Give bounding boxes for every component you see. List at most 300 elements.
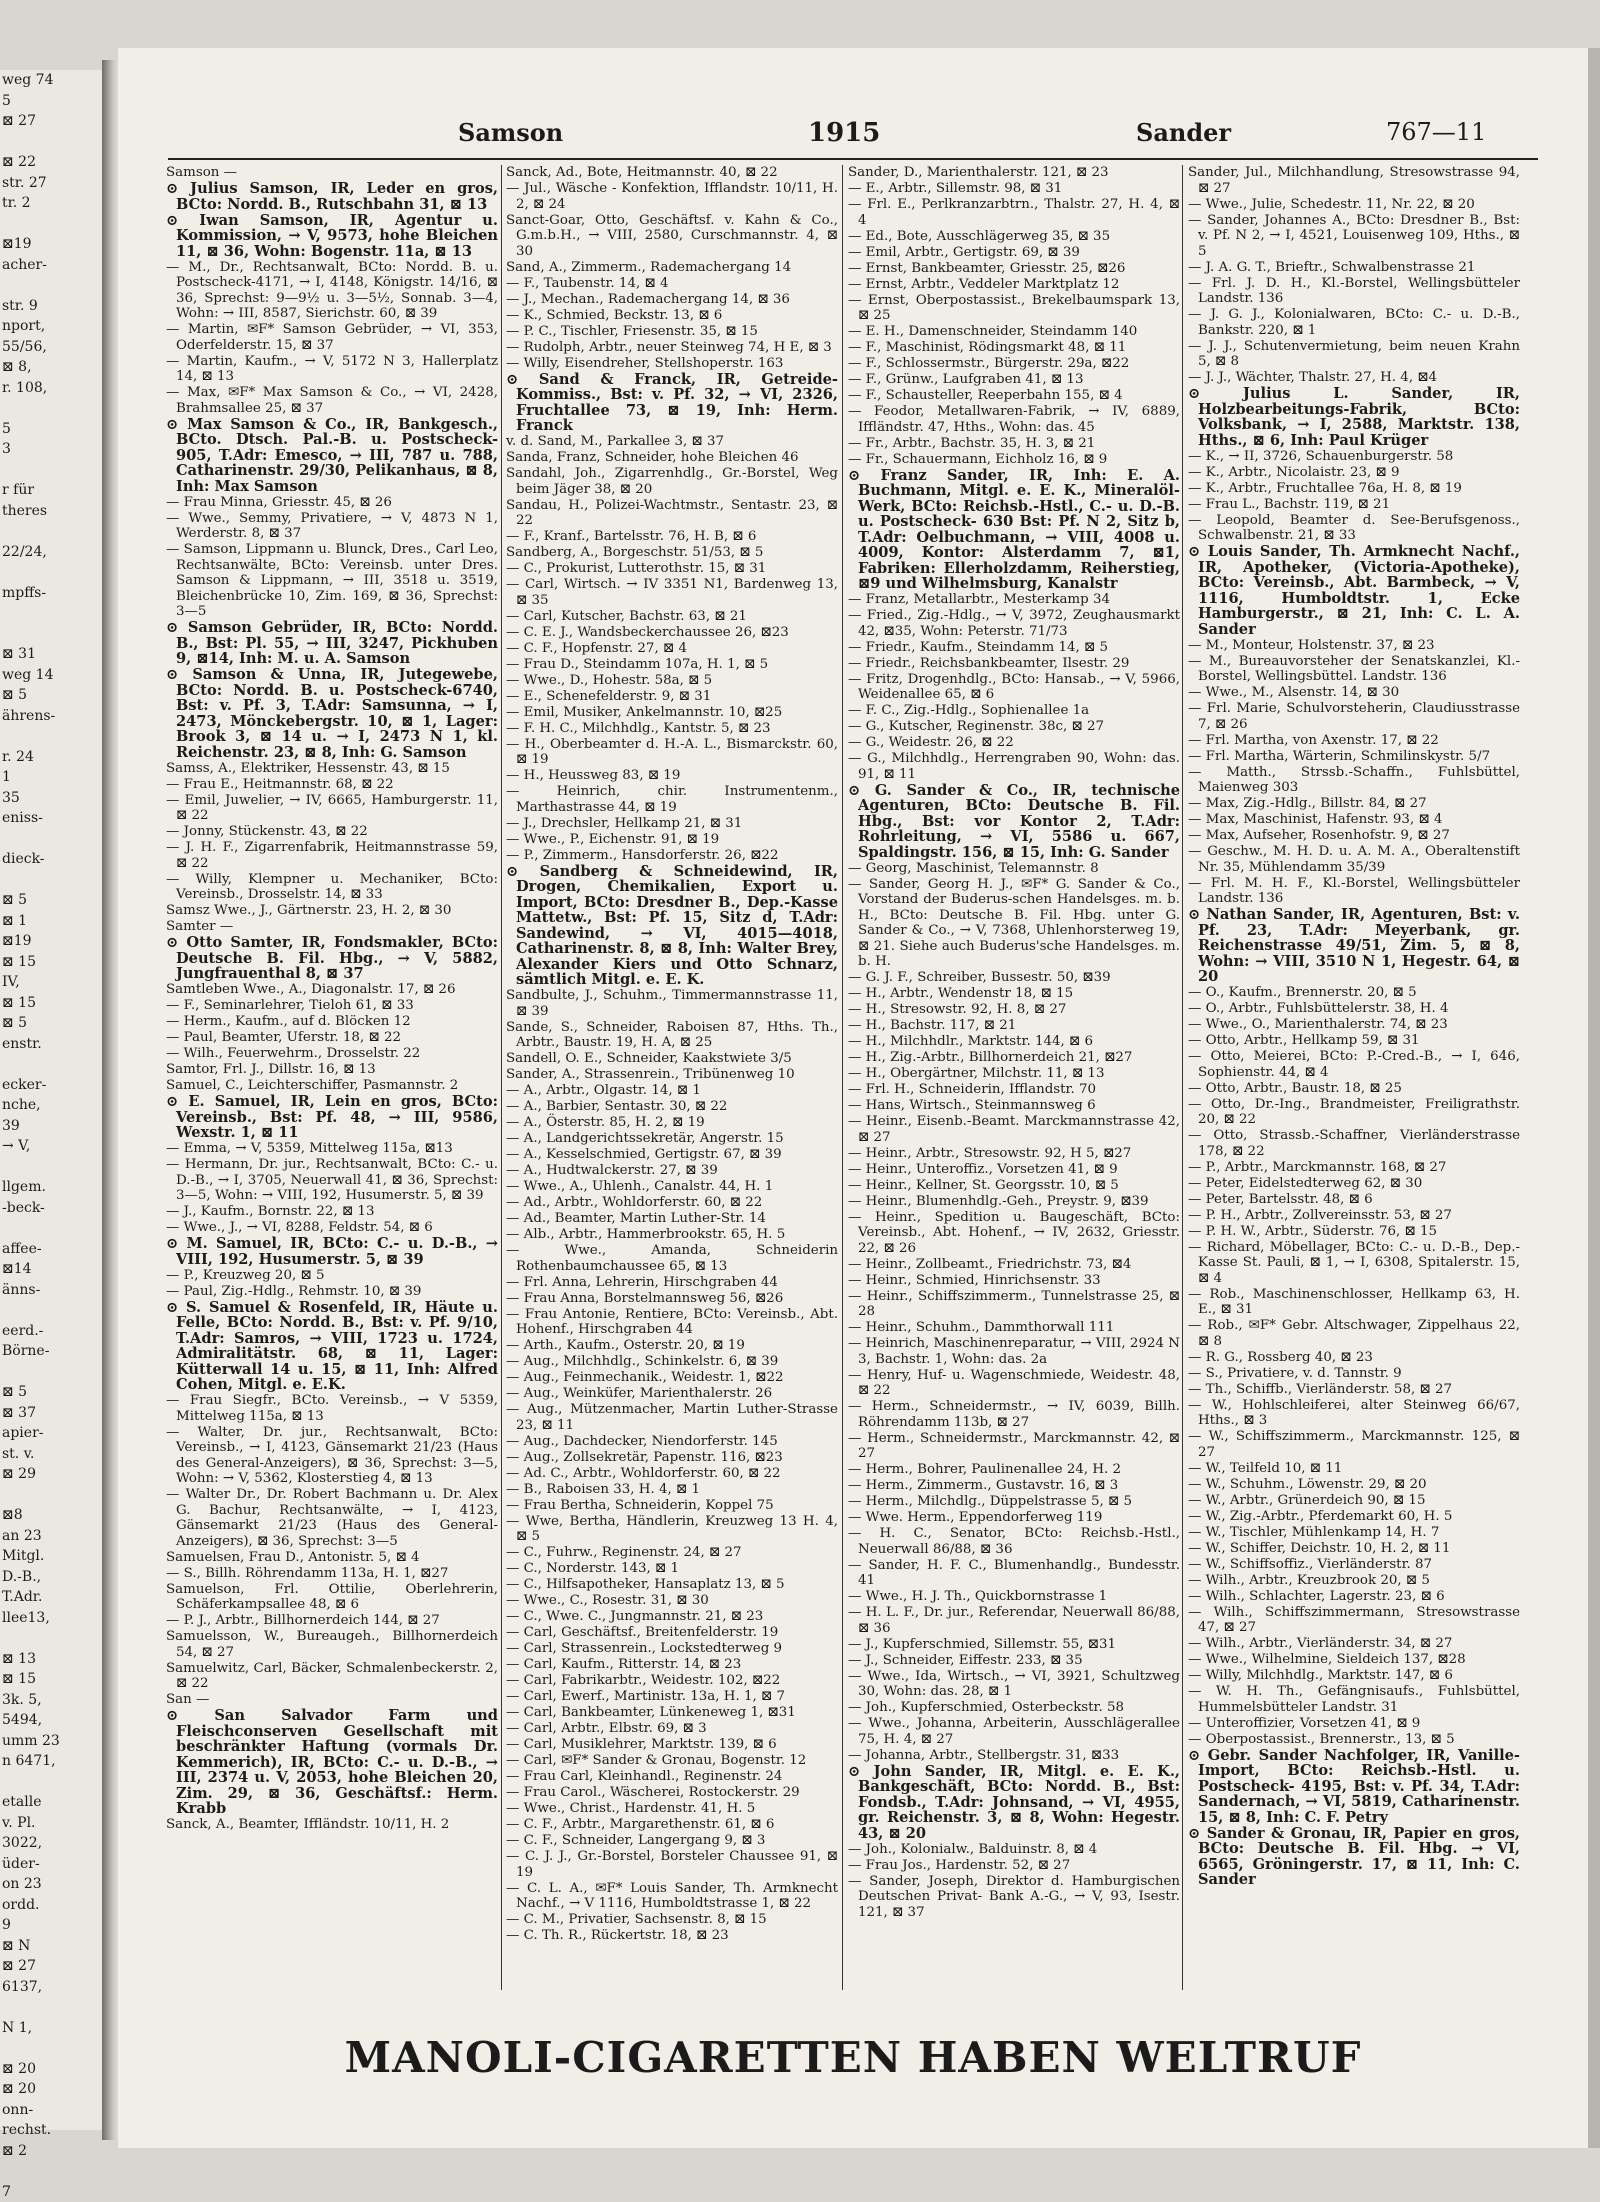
directory-entry: — Aug., Dachdecker, Niendorferstr. 145: [506, 1434, 838, 1450]
left-page-text-fragment: 5: [0, 419, 102, 440]
left-page-text-fragment: ⊠ 15: [0, 1669, 102, 1690]
left-page-text-fragment: [0, 624, 102, 645]
directory-entry: — G., Milchhdlg., Herrengraben 90, Wohn: das. 91, ⊠ 11: [848, 751, 1180, 782]
directory-entry: — M., Dr., Rechtsanwalt, BCto: Nordd. B. u. Postscheck-4171, → I, 4148, Königstr. 14/16, ⊠ 36, Sprechst: 9—9½ u. 3—5½, Sonnab. 3—4, Wohn: → III, 8587, Sierichstr. 60, ⊠ 39: [166, 260, 498, 322]
header-year: 1915: [808, 118, 880, 148]
left-page-text-fragment: ⊠ 31: [0, 644, 102, 665]
directory-entry: — P. H., Arbtr., Zollvereinsstr. 53, ⊠ 27: [1188, 1208, 1520, 1224]
directory-entry: — F. H. C., Milchhdlg., Kantstr. 5, ⊠ 23: [506, 721, 838, 737]
left-page-text-fragment: ⊠ 37: [0, 1403, 102, 1424]
directory-entry: — Otto, Meierei, BCto: P.-Cred.-B., → I, 646, Sophienstr. 44, ⊠ 4: [1188, 1049, 1520, 1080]
left-page-text-fragment: -beck-: [0, 1198, 102, 1219]
column-2: [506, 165, 838, 1990]
left-page-text-fragment: ⊠ 5: [0, 1013, 102, 1034]
directory-entry: — Wilh., Arbtr., Vierländerstr. 34, ⊠ 27: [1188, 1636, 1520, 1652]
directory-entry: — Carl, ✉F* Sander & Gronau, Bogenstr. 12: [506, 1753, 838, 1769]
left-page-text-fragment: 3022,: [0, 1833, 102, 1854]
directory-entry: — J. H. F., Zigarrenfabrik, Heitmannstrasse 59, ⊠ 22: [166, 840, 498, 871]
directory-entry: — Frau Carol., Wäscherei, Rostockerstr. 29: [506, 1785, 838, 1801]
left-page-text-fragment: nche,: [0, 1095, 102, 1116]
left-page-text-fragment: [0, 398, 102, 419]
directory-entry: Samuelson, Frl. Ottilie, Oberlehrerin, Schäferkampsallee 48, ⊠ 6: [166, 1582, 498, 1613]
directory-entry: — Max, Aufseher, Rosenhofstr. 9, ⊠ 27: [1188, 828, 1520, 844]
left-page-text-fragment: 7: [0, 2182, 102, 2202]
header-rule: [168, 158, 1538, 160]
left-page-text-fragment: 55/56,: [0, 337, 102, 358]
directory-entry: — Samson, Lippmann u. Blunck, Dres., Carl Leo, Rechtsanwälte, BCto: Vereinsb. unter Dres. Samson & Lippmann, → III, 3518 u. 3519, Bleichenbrücke 10, Zim. 169, ⊠ 36, Sprechst: 3—5: [166, 542, 498, 620]
left-page-text-fragment: änns-: [0, 1280, 102, 1301]
left-page-text-fragment: [0, 829, 102, 850]
left-page-text-fragment: onn-: [0, 2100, 102, 2121]
firm-entry: ⊙ S. Samuel & Rosenfeld, IR, Häute u. Felle, BCto: Nordd. B., Bst: v. Pf. 9/10, T.Adr: Samros, → VIII, 1723 u. 1724, Admiralitätstr. 68, ⊠ 11, Lager: Kütterwall 14 u. 15, ⊠ 11, Inh: Alfred Cohen, Mitgl. e. E.K.: [166, 1300, 498, 1393]
left-page-text-fragment: [0, 1218, 102, 1239]
directory-entry: — W., Schiffer, Deichstr. 10, H. 2, ⊠ 11: [1188, 1541, 1520, 1557]
directory-entry: — A., Landgerichtssekretär, Angerstr. 15: [506, 1131, 838, 1147]
directory-entry: — Wwe., Amanda, Schneiderin Rothenbaumchaussee 65, ⊠ 13: [506, 1243, 838, 1274]
left-page-text-fragment: umm 23: [0, 1731, 102, 1752]
left-page-text-fragment: [0, 521, 102, 542]
column-1: [166, 165, 498, 1990]
directory-entry: — H., Bachstr. 117, ⊠ 21: [848, 1018, 1180, 1034]
firm-entry: ⊙ Julius Samson, IR, Leder en gros, BCto: Nordd. B., Rutschbahn 31, ⊠ 13: [166, 181, 498, 212]
directory-entry: — Frl. Martha, Wärterin, Schmilinskystr. 5/7: [1188, 749, 1520, 765]
left-page-text-fragment: [0, 1300, 102, 1321]
directory-entry: — Wwe., O., Marienthalerstr. 74, ⊠ 23: [1188, 1017, 1520, 1033]
directory-entry: — Otto, Arbtr., Baustr. 18, ⊠ 25: [1188, 1081, 1520, 1097]
directory-entry: — Aug., Mützenmacher, Martin Luther-Strasse 23, ⊠ 11: [506, 1402, 838, 1433]
directory-entry: — Wilh., Feuerwehrm., Drosselstr. 22: [166, 1046, 498, 1062]
directory-entry: — Max, Maschinist, Hafenstr. 93, ⊠ 4: [1188, 812, 1520, 828]
directory-entry: — Wwe., Ida, Wirtsch., → VI, 3921, Schultzweg 30, Wohn: das. 28, ⊠ 1: [848, 1669, 1180, 1700]
directory-entry: — Ed., Bote, Ausschlägerweg 35, ⊠ 35: [848, 229, 1180, 245]
firm-entry: ⊙ E. Samuel, IR, Lein en gros, BCto: Vereinsb., Bst: Pf. 48, → III, 9586, Wexstr. 1, ⊠ 11: [166, 1094, 498, 1141]
directory-entry: — Wilh., Schiffszimmermann, Stresowstrasse 47, ⊠ 27: [1188, 1605, 1520, 1636]
directory-entry: — K., Schmied, Beckstr. 13, ⊠ 6: [506, 308, 838, 324]
left-page-text-fragment: r. 108,: [0, 378, 102, 399]
left-page-text-fragment: nport,: [0, 316, 102, 337]
directory-entry: — F., Grünw., Laufgraben 41, ⊠ 13: [848, 372, 1180, 388]
directory-entry: Sand, A., Zimmerm., Rademachergang 14: [506, 260, 838, 276]
directory-entry: — Otto, Arbtr., Hellkamp 59, ⊠ 31: [1188, 1033, 1520, 1049]
left-page-text-fragment: on 23: [0, 1874, 102, 1895]
directory-entry: — H., Stresowstr. 92, H. 8, ⊠ 27: [848, 1002, 1180, 1018]
directory-entry: — Hans, Wirtsch., Steinmannsweg 6: [848, 1098, 1180, 1114]
directory-entry: — Wwe., H. J. Th., Quickbornstrasse 1: [848, 1589, 1180, 1605]
directory-entry: — Otto, Strassb.-Schaffner, Vierländerstrasse 178, ⊠ 22: [1188, 1128, 1520, 1159]
left-page-text-fragment: ährens-: [0, 706, 102, 727]
directory-entry: Samtor, Frl. J., Dillstr. 16, ⊠ 13: [166, 1062, 498, 1078]
directory-entry: — Th., Schiffb., Vierländerstr. 58, ⊠ 27: [1188, 1382, 1520, 1398]
directory-entry: — C. F., Schneider, Langergang 9, ⊠ 3: [506, 1833, 838, 1849]
directory-entry: — Fritz, Drogenhdlg., BCto: Hansab., → V, 5966, Weidenallee 65, ⊠ 6: [848, 672, 1180, 703]
left-page-text-fragment: 6137,: [0, 1977, 102, 1998]
directory-entry: Sande, S., Schneider, Raboisen 87, Hths. Th., Arbtr., Baustr. 19, H. A, ⊠ 25: [506, 1020, 838, 1051]
directory-entry: — Rob., Maschinenschlosser, Hellkamp 63, H. E., ⊠ 31: [1188, 1287, 1520, 1318]
directory-entry: — Fried., Zig.-Hdlg., → V, 3972, Zeughausmarkt 42, ⊠35, Wohn: Peterstr. 71/73: [848, 608, 1180, 639]
firm-entry: ⊙ Samson Gebrüder, IR, BCto: Nordd. B., Bst: Pl. 55, → III, 3247, Pickhuben 9, ⊠14, Inh: M. u. A. Samson: [166, 620, 498, 667]
directory-entry: — H., Zig.-Arbtr., Billhornerdeich 21, ⊠27: [848, 1050, 1180, 1066]
directory-entry: — Emil, Musiker, Ankelmannstr. 10, ⊠25: [506, 705, 838, 721]
left-page-text-fragment: r für: [0, 480, 102, 501]
directory-entry: — Feodor, Metallwaren-Fabrik, → IV, 6889, Iffländstr. 47, Hths., Wohn: das. 45: [848, 404, 1180, 435]
left-page-text-fragment: → V,: [0, 1136, 102, 1157]
directory-entry: — W., Tischler, Mühlenkamp 14, H. 7: [1188, 1525, 1520, 1541]
directory-entry: — M., Bureauvorsteher der Senatskanzlei, Kl.-Borstel, Wellingsbüttel. Landstr. 136: [1188, 654, 1520, 685]
directory-entry: — Carl, Kaufm., Ritterstr. 14, ⊠ 23: [506, 1657, 838, 1673]
left-page-text-fragment: theres: [0, 501, 102, 522]
directory-entry: Samuelsson, W., Bureaugeh., Billhornerdeich 54, ⊠ 27: [166, 1629, 498, 1660]
directory-entry: — G., Kutscher, Reginenstr. 38c, ⊠ 27: [848, 719, 1180, 735]
directory-entry: — H. C., Senator, BCto: Reichsb.-Hstl., Neuerwall 86/88, ⊠ 36: [848, 1526, 1180, 1557]
directory-entry: — C. M., Privatier, Sachsenstr. 8, ⊠ 15: [506, 1912, 838, 1928]
left-page-text-fragment: n 6471,: [0, 1751, 102, 1772]
directory-entry: — Jonny, Stückenstr. 43, ⊠ 22: [166, 824, 498, 840]
left-page-text-fragment: str. 27: [0, 173, 102, 194]
left-page-text-fragment: etalle: [0, 1792, 102, 1813]
directory-entry: — W., Arbtr., Grünerdeich 90, ⊠ 15: [1188, 1493, 1520, 1509]
directory-entry: — Rudolph, Arbtr., neuer Steinweg 74, H E, ⊠ 3: [506, 340, 838, 356]
directory-entry: — Frl. Martha, von Axenstr. 17, ⊠ 22: [1188, 733, 1520, 749]
directory-entry: — Walter, Dr. jur., Rechtsanwalt, BCto: Vereinsb., → I, 4123, Gänsemarkt 21/23 (Haus des General-Anzeigers), ⊠ 36, Sprechst: 3—5, Wohn: → V, 5362, Klosterstieg 4, ⊠ 13: [166, 1425, 498, 1487]
column-divider: [501, 165, 502, 1990]
directory-entry: — W., Schiffszimmerm., Marckmannstr. 125, ⊠ 27: [1188, 1429, 1520, 1460]
directory-entry: — F., Schlossermstr., Bürgerstr. 29a, ⊠22: [848, 356, 1180, 372]
directory-entry: — Sander, Johannes A., BCto: Dresdner B., Bst: v. Pf. N 2, → I, 4521, Louisenweg 109, Hths., ⊠ 5: [1188, 213, 1520, 260]
directory-entry: Sanda, Franz, Schneider, hohe Bleichen 46: [506, 450, 838, 466]
directory-entry: — Aug., Zollsekretär, Papenstr. 116, ⊠23: [506, 1450, 838, 1466]
directory-entry: — Max, Zig.-Hdlg., Billstr. 84, ⊠ 27: [1188, 796, 1520, 812]
directory-entry: — Carl, Bankbeamter, Lünkeneweg 1, ⊠31: [506, 1705, 838, 1721]
firm-entry: ⊙ Nathan Sander, IR, Agenturen, Bst: v. Pf. 23, T.Adr: Meyerbank, gr. Reichenstrasse 49/51, Zim. 5, ⊠ 8, Wohn: → VIII, 3510 N 1, Hegestr. 64, ⊠ 20: [1188, 907, 1520, 985]
directory-entry: — J., Kaufm., Bornstr. 22, ⊠ 13: [166, 1204, 498, 1220]
directory-entry: — A., Arbtr., Olgastr. 14, ⊠ 1: [506, 1083, 838, 1099]
firm-entry: ⊙ San Salvador Farm und Fleischconserven Gesellschaft mit beschränkter Haftung (vormals Dr. Kemmerich), IR, BCto: C.- u. D.-B., → III, 2374 u. V, 2053, hohe Bleichen 20, Zim. 29, ⊠ 36, Geschäftsf.: Herm. Krabb: [166, 1708, 498, 1817]
left-page-text-fragment: 5: [0, 91, 102, 112]
firm-entry: ⊙ John Sander, IR, Mitgl. e. E. K., Bankgeschäft, BCto: Nordd. B., Bst: Fondsb., T.Adr: Johnsand, → VI, 4955, gr. Reichenstr. 3, ⊠ 8, Wohn: Hegestr. 43, ⊠ 20: [848, 1764, 1180, 1842]
directory-entry: — Herm., Schneidermstr., Marckmannstr. 42, ⊠ 27: [848, 1431, 1180, 1462]
directory-entry: — Geschw., M. H. D. u. A. M. A., Oberaltenstift Nr. 35, Mühlendamm 35/39: [1188, 844, 1520, 875]
directory-entry: — Ernst, Oberpostassist., Brekelbaumspark 13, ⊠ 25: [848, 293, 1180, 324]
directory-entry: — E., Arbtr., Sillemstr. 98, ⊠ 31: [848, 181, 1180, 197]
left-page-text-fragment: 3: [0, 439, 102, 460]
left-page-text-fragment: ⊠19: [0, 931, 102, 952]
directory-entry: — C. L. A., ✉F* Louis Sander, Th. Armknecht Nachf., → V 1116, Humboldtstrasse 1, ⊠ 22: [506, 1881, 838, 1912]
directory-entry: — H., Obergärtner, Milchstr. 11, ⊠ 13: [848, 1066, 1180, 1082]
header-page-number: 767—11: [1386, 118, 1486, 146]
directory-entry: Sanck, A., Beamter, Iffländstr. 10/11, H. 2: [166, 1817, 498, 1833]
directory-entry: — Leopold, Beamter d. See-Berufsgenoss., Schwalbenstr. 21, ⊠ 33: [1188, 513, 1520, 544]
left-page-text-fragment: ⊠ 27: [0, 111, 102, 132]
left-page-text-fragment: [0, 214, 102, 235]
directory-entry: — K., Arbtr., Fruchtallee 76a, H. 8, ⊠ 19: [1188, 481, 1520, 497]
directory-entry: — Franz, Metallarbtr., Mesterkamp 34: [848, 592, 1180, 608]
left-page-text-fragment: dieck-: [0, 849, 102, 870]
directory-entry: San —: [166, 1692, 498, 1708]
directory-entry: — Carl, Strassenrein., Lockstedterweg 9: [506, 1641, 838, 1657]
left-page-text-fragment: v. Pl.: [0, 1813, 102, 1834]
directory-entry: — H. L. F., Dr. jur., Referendar, Neuerwall 86/88, ⊠ 36: [848, 1605, 1180, 1636]
directory-entry: Sander, D., Marienthalerstr. 121, ⊠ 23: [848, 165, 1180, 181]
directory-entry: — Frau Jos., Hardenstr. 52, ⊠ 27: [848, 1858, 1180, 1874]
directory-entry: — Frl. E., Perlkranzarbtrn., Thalstr. 27, H. 4, ⊠ 4: [848, 197, 1180, 228]
firm-entry: ⊙ Sandberg & Schneidewind, IR, Drogen, Chemikalien, Export u. Import, BCto: Dresdner B., Dep.-Kasse Mattetw., Bst: Pf. 15, Sitz d, T.Adr: Sandewind, → VI, 4015—4018, Catharinenstr. 8, ⊠ 8, Inh: Walter Brey, Alexander Kiers und Otto Schnarz, sämtlich Mitgl. e. E. K.: [506, 864, 838, 988]
directory-entry: — H., Heussweg 83, ⊠ 19: [506, 768, 838, 784]
directory-entry: — Frau Antonie, Rentiere, BCto: Vereinsb., Abt. Hohenf., Hirschgraben 44: [506, 1307, 838, 1338]
directory-entry: — Peter, Eidelstedterweg 62, ⊠ 30: [1188, 1176, 1520, 1192]
directory-entry: — Friedr., Kaufm., Steindamm 14, ⊠ 5: [848, 640, 1180, 656]
directory-entry: v. d. Sand, M., Parkallee 3, ⊠ 37: [506, 434, 838, 450]
directory-entry: — J., Drechsler, Hellkamp 21, ⊠ 31: [506, 816, 838, 832]
directory-entry: — Frl. H., Schneiderin, Ifflandstr. 70: [848, 1082, 1180, 1098]
left-page-text-fragment: 1: [0, 767, 102, 788]
left-page-text-fragment: T.Adr.: [0, 1587, 102, 1608]
directory-entry: Sandberg, A., Borgeschstr. 51/53, ⊠ 5: [506, 545, 838, 561]
left-page-text-fragment: [0, 1772, 102, 1793]
directory-entry: — Emma, → V, 5359, Mittelweg 115a, ⊠13: [166, 1141, 498, 1157]
left-page-text-fragment: ⊠ 27: [0, 1956, 102, 1977]
directory-entry: — P., Zimmerm., Hansdorferstr. 26, ⊠22: [506, 848, 838, 864]
directory-entry: — C. Th. R., Rückertstr. 18, ⊠ 23: [506, 1928, 838, 1944]
directory-entry: — Unteroffizier, Vorsetzen 41, ⊠ 9: [1188, 1716, 1520, 1732]
footer-advertisement: MANOLI-CIGARETTEN HABEN WELTRUF: [118, 2033, 1588, 2082]
directory-entry: — Heinr., Zollbeamt., Friedrichstr. 73, ⊠4: [848, 1257, 1180, 1273]
directory-entry: — H., Arbtr., Wendenstr 18, ⊠ 15: [848, 986, 1180, 1002]
directory-entry: Samter —: [166, 919, 498, 935]
left-page-text-fragment: [0, 2161, 102, 2182]
left-page-text-fragment: [0, 1628, 102, 1649]
firm-entry: ⊙ Gebr. Sander Nachfolger, IR, Vanille-Import, BCto: Reichsb.-Hstl. u. Postscheck- 4195, Bst: v. Pf. 34, T.Adr: Sandernach, → VI, 5819, Catharinenstr. 15, ⊠ 8, Inh: C. F. Petry: [1188, 1748, 1520, 1826]
directory-entry: — Wwe., Wilhelmine, Sieldeich 137, ⊠28: [1188, 1652, 1520, 1668]
firm-entry: ⊙ Iwan Samson, IR, Agentur u. Kommission, → V, 9573, hohe Bleichen 11, ⊠ 36, Wohn: Bogenstr. 11a, ⊠ 13: [166, 213, 498, 260]
directory-entry: Sandbulte, J., Schuhm., Timmermannstrasse 11, ⊠ 39: [506, 988, 838, 1019]
directory-entry: — Emil, Juwelier, → IV, 6665, Hamburgerstr. 11, ⊠ 22: [166, 793, 498, 824]
column-divider: [842, 165, 843, 1990]
left-page-text-fragment: N 1,: [0, 2018, 102, 2039]
directory-entry: — Wilh., Arbtr., Kreuzbrook 20, ⊠ 5: [1188, 1573, 1520, 1589]
directory-entry: — Frau E., Heitmannstr. 68, ⊠ 22: [166, 777, 498, 793]
directory-entry: — Willy, Klempner u. Mechaniker, BCto: Vereinsb., Drosselstr. 14, ⊠ 33: [166, 872, 498, 903]
directory-entry: — Alb., Arbtr., Hammerbrookstr. 65, H. 5: [506, 1227, 838, 1243]
left-page-text-fragment: üder-: [0, 1854, 102, 1875]
directory-entry: — Herm., Bohrer, Paulinenallee 24, H. 2: [848, 1462, 1180, 1478]
left-page-text-fragment: 3k. 5,: [0, 1690, 102, 1711]
directory-entry: — Carl, Kutscher, Bachstr. 63, ⊠ 21: [506, 609, 838, 625]
directory-entry: — Otto, Dr.-Ing., Brandmeister, Freiligrathstr. 20, ⊠ 22: [1188, 1097, 1520, 1128]
directory-entry: — F., Seminarlehrer, Tieloh 61, ⊠ 33: [166, 998, 498, 1014]
directory-entry: — C., Prokurist, Lutterothstr. 15, ⊠ 31: [506, 561, 838, 577]
firm-entry: ⊙ Louis Sander, Th. Armknecht Nachf., IR, Apotheker, (Victoria-Apotheke), BCto: Vereinsb., Abt. Barmbeck, → V, 1116, Humboldtstr. 1, Ecke Hamburgerstr., ⊠ 21, Inh: C. L. A. Sander: [1188, 544, 1520, 637]
left-page-text-fragment: affee-: [0, 1239, 102, 1260]
left-page-text-fragment: ⊠ 2: [0, 2141, 102, 2162]
directory-entry: — F., Kranf., Bartelsstr. 76, H. B, ⊠ 6: [506, 529, 838, 545]
directory-entry: — K., → II, 3726, Schauenburgerstr. 58: [1188, 449, 1520, 465]
directory-entry: — Frau L., Bachstr. 119, ⊠ 21: [1188, 497, 1520, 513]
directory-entry: — Frau D., Steindamm 107a, H. 1, ⊠ 5: [506, 657, 838, 673]
directory-entry: — Ad., Beamter, Martin Luther-Str. 14: [506, 1211, 838, 1227]
left-page-text-fragment: mpffs-: [0, 583, 102, 604]
directory-entry: — F., Schausteller, Reeperbahn 155, ⊠ 4: [848, 388, 1180, 404]
directory-entry: — F. C., Zig.-Hdlg., Sophienallee 1a: [848, 703, 1180, 719]
directory-entry: — P. H. W., Arbtr., Süderstr. 76, ⊠ 15: [1188, 1224, 1520, 1240]
left-page-text-fragment: ⊠ 29: [0, 1464, 102, 1485]
firm-entry: ⊙ Samson & Unna, IR, Jutegewebe, BCto: Nordd. B. u. Postscheck-6740, Bst: v. Pf. 3, T.Adr: Samsunna, → I, 2473, Mönckebergstr. 10, ⊠ 1, Lager: Brook 3, ⊠ 14 u. → I, 2473 N 1, kl. Reichenstr. 23, ⊠ 8, Inh: G. Samson: [166, 667, 498, 760]
directory-entry: — J., Kupferschmied, Sillemstr. 55, ⊠31: [848, 1637, 1180, 1653]
directory-entry: Samuelwitz, Carl, Bäcker, Schmalenbeckerstr. 2, ⊠ 22: [166, 1661, 498, 1692]
directory-entry: Sanct-Goar, Otto, Geschäftsf. v. Kahn & Co., G.m.b.H., → VIII, 2580, Curschmannstr. 4, ⊠ 30: [506, 213, 838, 260]
left-page-text-fragment: llgem.: [0, 1177, 102, 1198]
directory-entry: — Wwe., D., Hohestr. 58a, ⊠ 5: [506, 673, 838, 689]
directory-entry: — E. H., Damenschneider, Steindamm 140: [848, 324, 1180, 340]
directory-entry: — Frl. Anna, Lehrerin, Hirschgraben 44: [506, 1275, 838, 1291]
directory-entry: — S., Privatiere, v. d. Tannstr. 9: [1188, 1366, 1520, 1382]
directory-entry: — Frau Bertha, Schneiderin, Koppel 75: [506, 1498, 838, 1514]
left-page-text-fragment: ⊠ N: [0, 1936, 102, 1957]
directory-entry: Samuel, C., Leichterschiffer, Pasmannstr. 2: [166, 1078, 498, 1094]
directory-entry: — Heinrich, Maschinenreparatur, → VIII, 2924 N 3, Bachstr. 1, Wohn: das. 2a: [848, 1336, 1180, 1367]
left-page-text-fragment: [0, 603, 102, 624]
directory-entry: — J. A. G. T., Brieftr., Schwalbenstrasse 21: [1188, 260, 1520, 276]
directory-entry: — C., Fuhrw., Reginenstr. 24, ⊠ 27: [506, 1545, 838, 1561]
directory-entry: — Heinr., Schiffszimmerm., Tunnelstrasse 25, ⊠ 28: [848, 1289, 1180, 1320]
left-page-text-fragment: [0, 1157, 102, 1178]
directory-entry: — H., Milchhdlr., Marktstr. 144, ⊠ 6: [848, 1034, 1180, 1050]
directory-entry: — Wwe., M., Alsenstr. 14, ⊠ 30: [1188, 685, 1520, 701]
column-divider: [1182, 165, 1183, 1990]
directory-entry: Samss, A., Elektriker, Hessenstr. 43, ⊠ 15: [166, 761, 498, 777]
directory-entry: — C. F., Hopfenstr. 27, ⊠ 4: [506, 641, 838, 657]
left-page-text-fragment: ecker-: [0, 1075, 102, 1096]
directory-entry: — Frl. M. H. F., Kl.-Borstel, Wellingsbütteler Landstr. 136: [1188, 876, 1520, 907]
directory-entry: Sandell, O. E., Schneider, Kaakstwiete 3/5: [506, 1051, 838, 1067]
directory-entry: — Heinr., Blumenhdlg.-Geh., Preystr. 9, ⊠39: [848, 1194, 1180, 1210]
directory-entry: — Carl, Geschäftsf., Breitenfelderstr. 19: [506, 1625, 838, 1641]
directory-entry: — J. G. J., Kolonialwaren, BCto: C.- u. D.-B., Bankstr. 220, ⊠ 1: [1188, 307, 1520, 338]
directory-entry: — Ernst, Arbtr., Veddeler Marktplatz 12: [848, 277, 1180, 293]
directory-entry: — Frau Anna, Borstelmannsweg 56, ⊠26: [506, 1291, 838, 1307]
left-page-text-fragment: ⊠ 5: [0, 890, 102, 911]
directory-entry: — Carl, Fabrikarbtr., Weidestr. 102, ⊠22: [506, 1673, 838, 1689]
directory-entry: — G. J. F., Schreiber, Bussestr. 50, ⊠39: [848, 970, 1180, 986]
left-page-text-fragment: Börne-: [0, 1341, 102, 1362]
directory-entry: — Martin, Kaufm., → V, 5172 N 3, Hallerplatz 14, ⊠ 13: [166, 354, 498, 385]
directory-entry: — A., Barbier, Sentastr. 30, ⊠ 22: [506, 1099, 838, 1115]
directory-entry: — Herm., Zimmerm., Gustavstr. 16, ⊠ 3: [848, 1478, 1180, 1494]
directory-entry: — Walter Dr., Dr. Robert Bachmann u. Dr. Alex G. Bachur, Rechtsanwälte, → I, 4123, Gänsemarkt 21/23 (Haus des General-Anzeigers), ⊠ 36, Sprechst: 3—5: [166, 1487, 498, 1549]
directory-entry: Samuelsen, Frau D., Antonistr. 5, ⊠ 4: [166, 1550, 498, 1566]
directory-entry: — Wwe., C., Rosestr. 31, ⊠ 30: [506, 1593, 838, 1609]
directory-entry: — C., Hilfsapotheker, Hansaplatz 13, ⊠ 5: [506, 1577, 838, 1593]
firm-entry: ⊙ Otto Samter, IR, Fondsmakler, BCto: Deutsche B. Fil. Hbg., → V, 5882, Jungfrauenthal 8, ⊠ 37: [166, 935, 498, 982]
left-page-text-fragment: [0, 1362, 102, 1383]
directory-entry: Sanck, Ad., Bote, Heitmannstr. 40, ⊠ 22: [506, 165, 838, 181]
firm-entry: ⊙ Julius L. Sander, IR, Holzbearbeitungs-Fabrik, BCto: Volksbank, → I, 2588, Marktstr. 138, Hths., ⊠ 6, Inh: Paul Krüger: [1188, 386, 1520, 448]
left-page-text-fragment: ⊠8: [0, 1505, 102, 1526]
directory-entry: — O., Arbtr., Fuhlsbüttelerstr. 38, H. 4: [1188, 1001, 1520, 1017]
directory-entry: — Hermann, Dr. jur., Rechtsanwalt, BCto: C.- u. D.-B., → I, 3705, Neuerwall 41, ⊠ 36, Sprechst: 3—5, Wohn: → VIII, 192, Husumerstr. 5, ⊠ 39: [166, 1157, 498, 1204]
directory-entry: — F., Taubenstr. 14, ⊠ 4: [506, 276, 838, 292]
directory-entry: — Max, ✉F* Max Samson & Co., → VI, 2428, Brahmsallee 25, ⊠ 37: [166, 385, 498, 416]
left-page-text-fragment: [0, 1485, 102, 1506]
directory-entry: — C. E. J., Wandsbeckerchaussee 26, ⊠23: [506, 625, 838, 641]
directory-entry: — Friedr., Reichsbankbeamter, Ilsestr. 29: [848, 656, 1180, 672]
directory-entry: — Paul, Beamter, Uferstr. 18, ⊠ 22: [166, 1030, 498, 1046]
directory-entry: — Fr., Arbtr., Bachstr. 35, H. 3, ⊠ 21: [848, 436, 1180, 452]
directory-entry: — Aug., Weinküfer, Marienthalerstr. 26: [506, 1386, 838, 1402]
directory-entry: — Wwe., A., Uhlenh., Canalstr. 44, H. 1: [506, 1179, 838, 1195]
left-page-text-fragment: an 23: [0, 1526, 102, 1547]
directory-entry: — Carl, Wirtsch. → IV 3351 N1, Bardenweg 13, ⊠ 35: [506, 577, 838, 608]
directory-entry: — Martin, ✉F* Samson Gebrüder, → VI, 353, Oderfelderstr. 15, ⊠ 37: [166, 322, 498, 353]
directory-entry: — W., Zig.-Arbtr., Pferdemarkt 60, H. 5: [1188, 1509, 1520, 1525]
header-last-name: Sander: [1136, 118, 1231, 147]
directory-entry: — Wwe., P., Eichenstr. 91, ⊠ 19: [506, 832, 838, 848]
directory-entry: Samtleben Wwe., A., Diagonalstr. 17, ⊠ 26: [166, 982, 498, 998]
left-page-text-fragment: ⊠ 8,: [0, 357, 102, 378]
directory-entry: — Frau Minna, Griesstr. 45, ⊠ 26: [166, 495, 498, 511]
directory-entry: — C., Wwe. C., Jungmannstr. 21, ⊠ 23: [506, 1609, 838, 1625]
firm-entry: ⊙ Sander & Gronau, IR, Papier en gros, BCto: Deutsche B. Fil. Hbg. → VI, 6565, Gröningerstr. 17, ⊠ 11, Inh: C. Sander: [1188, 1826, 1520, 1888]
firm-entry: ⊙ G. Sander & Co., IR, technische Agenturen, BCto: Deutsche B. Fil. Hbg., Bst: vor Kontor 2, T.Adr: Rohrleitung, → VI, 5586 u. 667, Spaldingstr. 156, ⊠ 15, Inh: G. Sander: [848, 783, 1180, 861]
directory-page: [118, 48, 1588, 2148]
header-first-name: Samson: [458, 118, 563, 147]
left-page-text-fragment: apier-: [0, 1423, 102, 1444]
directory-entry: — Wwe., Julie, Schedestr. 11, Nr. 22, ⊠ 20: [1188, 197, 1520, 213]
left-page-text-fragment: eerd.-: [0, 1321, 102, 1342]
directory-entry: — Johanna, Arbtr., Stellbergstr. 31, ⊠33: [848, 1748, 1180, 1764]
directory-entry: — Heinr., Unteroffiz., Vorsetzen 41, ⊠ 9: [848, 1162, 1180, 1178]
directory-entry: — C. F., Arbtr., Margarethenstr. 61, ⊠ 6: [506, 1817, 838, 1833]
firm-entry: ⊙ M. Samuel, IR, BCto: C.- u. D.-B., → VIII, 192, Husumerstr. 5, ⊠ 39: [166, 1236, 498, 1267]
left-page-text-fragment: ⊠ 5: [0, 685, 102, 706]
directory-entry: — Carl, Arbtr., Elbstr. 69, ⊠ 3: [506, 1721, 838, 1737]
directory-entry: — A., Hudtwalckerstr. 27, ⊠ 39: [506, 1163, 838, 1179]
directory-entry: — M., Monteur, Holstenstr. 37, ⊠ 23: [1188, 638, 1520, 654]
directory-entry: — Aug., Feinmechanik., Weidestr. 1, ⊠22: [506, 1370, 838, 1386]
directory-entry: — Heinr., Arbtr., Stresowstr. 92, H 5, ⊠27: [848, 1146, 1180, 1162]
directory-entry: — Ad., Arbtr., Wohldorferstr. 60, ⊠ 22: [506, 1195, 838, 1211]
directory-entry: — O., Kaufm., Brennerstr. 20, ⊠ 5: [1188, 985, 1520, 1001]
directory-entry: — Carl, Ewerf., Martinistr. 13a, H. 1, ⊠ 7: [506, 1689, 838, 1705]
directory-entry: Sander, A., Strassenrein., Tribünenweg 10: [506, 1067, 838, 1083]
directory-entry: — Georg, Maschinist, Telemannstr. 8: [848, 861, 1180, 877]
directory-entry: — Herm., Milchdlg., Düppelstrasse 5, ⊠ 5: [848, 1494, 1180, 1510]
left-page-text-fragment: Mitgl.: [0, 1546, 102, 1567]
directory-entry: — Richard, Möbellager, BCto: C.- u. D.-B., Dep.-Kasse St. Pauli, ⊠ 1, → I, 6308, Spitalerstr. 15, ⊠ 4: [1188, 1240, 1520, 1287]
directory-entry: — Heinr., Schmied, Hinrichsenstr. 33: [848, 1273, 1180, 1289]
left-page-text-fragment: ⊠ 5: [0, 1382, 102, 1403]
directory-entry: — A., Österstr. 85, H. 2, ⊠ 19: [506, 1115, 838, 1131]
directory-entry: — Frau Siegfr., BCto. Vereinsb., → V 5359, Mittelweg 115a, ⊠ 13: [166, 1393, 498, 1424]
directory-entry: — Joh., Kupferschmied, Osterbeckstr. 58: [848, 1700, 1180, 1716]
left-page-text-fragment: [0, 132, 102, 153]
directory-entry: Sandau, H., Polizei-Wachtmstr., Sentastr. 23, ⊠ 22: [506, 498, 838, 529]
directory-entry: — W., Schiffsoffiz., Vierländerstr. 87: [1188, 1557, 1520, 1573]
directory-entry: — Ernst, Bankbeamter, Griesstr. 25, ⊠26: [848, 261, 1180, 277]
directory-entry: — J. J., Wächter, Thalstr. 27, H. 4, ⊠4: [1188, 370, 1520, 386]
left-page-text-fragment: eniss-: [0, 808, 102, 829]
left-page-text-fragment: ⊠ 15: [0, 952, 102, 973]
directory-entry: — Fr., Schauermann, Eichholz 16, ⊠ 9: [848, 452, 1180, 468]
directory-entry: — Jul., Wäsche - Konfektion, Ifflandstr. 10/11, H. 2, ⊠ 24: [506, 181, 838, 212]
directory-entry: — H., Oberbeamter d. H.-A. L., Bismarckstr. 60, ⊠ 19: [506, 737, 838, 768]
left-page-text-fragment: 9: [0, 1915, 102, 1936]
directory-entry: Samsz Wwe., J., Gärtnerstr. 23, H. 2, ⊠ 30: [166, 903, 498, 919]
directory-entry: — P. J., Arbtr., Billhornerdeich 144, ⊠ 27: [166, 1613, 498, 1629]
left-page-text-fragment: ⊠19: [0, 234, 102, 255]
directory-entry: — Sander, H. F. C., Blumenhandlg., Bundesstr. 41: [848, 1558, 1180, 1589]
directory-entry: — P. C., Tischler, Friesenstr. 35, ⊠ 15: [506, 324, 838, 340]
left-page-text-fragment: 22/24,: [0, 542, 102, 563]
